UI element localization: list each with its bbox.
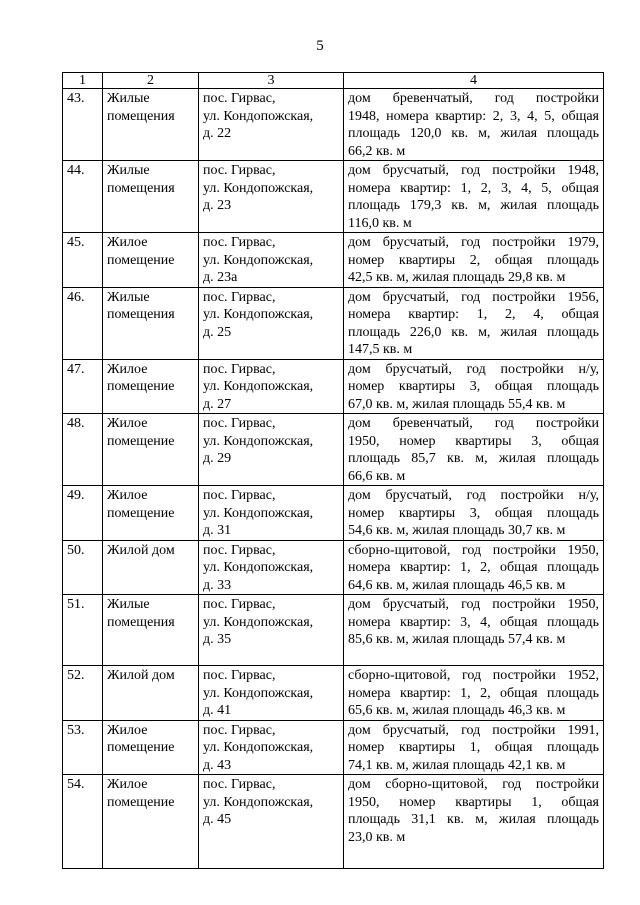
table-row — [63, 775, 604, 869]
table-row — [63, 287, 604, 359]
table-row — [63, 595, 604, 666]
object-type-line: помещения — [107, 614, 175, 630]
description-line: номера квартир: 1, 2, общая площадь — [348, 685, 599, 701]
description — [344, 595, 604, 666]
address-line: пос. Гирвас, — [203, 722, 276, 738]
description-line: дом бревенчатый, год постройки — [348, 91, 599, 106]
object-type — [103, 287, 199, 359]
description — [344, 287, 604, 359]
address-line: д. 29 — [203, 451, 232, 466]
object-type-line: Жилое — [107, 777, 148, 792]
object-type-line: Жилые — [107, 163, 150, 178]
description — [344, 89, 604, 161]
description-line: 23,0 кв. м — [348, 829, 406, 845]
address — [199, 89, 344, 161]
description-line: 66,2 кв. м — [348, 143, 406, 159]
address-line: ул. Кондопожская, — [203, 379, 314, 394]
description-line: площадь 179,3 кв. м, жилая площадь — [348, 198, 599, 213]
object-type-line: Жилой дом — [107, 542, 175, 558]
row-number: 46. — [63, 287, 103, 359]
housing-registry-table — [62, 72, 604, 869]
table-row — [63, 359, 604, 414]
description-line: 74,1 кв. м, жилая площадь 42,1 кв. м — [348, 757, 566, 773]
address-line: пос. Гирвас, — [203, 289, 276, 305]
description-line: дом сборно-щитовой, год постройки — [348, 777, 599, 792]
table-row — [63, 486, 604, 541]
address-line: д. 31 — [203, 523, 232, 538]
object-type-line: помещение — [107, 252, 175, 268]
address-line: д. 22 — [203, 126, 232, 141]
row-number: 53. — [63, 720, 103, 775]
description-line: 1950, номер квартиры 1, общая — [348, 794, 599, 810]
description-line: дом брусчатый, год постройки н/у, — [348, 361, 599, 377]
address-line: д. 23а — [203, 270, 238, 285]
address-line: пос. Гирвас, — [203, 777, 276, 792]
address-line: пос. Гирвас, — [203, 416, 276, 431]
description-line: сборно-щитовой, год постройки 1952, — [348, 668, 599, 683]
description-line: площадь 85,7 кв. м, жилая площадь — [348, 451, 599, 466]
description-line: номер квартиры 3, общая площадь — [348, 379, 599, 394]
description — [344, 486, 604, 541]
address-line: пос. Гирвас, — [203, 91, 276, 106]
column-header-3: 3 — [199, 73, 344, 89]
row-number: 50. — [63, 540, 103, 595]
address-line: д. 35 — [203, 632, 232, 647]
table-row — [63, 540, 604, 595]
description-line: 64,6 кв. м, жилая площадь 46,5 кв. м — [348, 577, 566, 593]
description — [344, 359, 604, 414]
address — [199, 775, 344, 869]
object-type — [103, 595, 199, 666]
address-line: ул. Кондопожская, — [203, 307, 314, 322]
description-line: номера квартир: 3, 4, общая площадь — [348, 614, 599, 630]
description-line: 116,0 кв. м — [348, 215, 412, 231]
header-row — [63, 73, 604, 89]
description-line: 42,5 кв. м, жилая площадь 29,8 кв. м — [348, 270, 566, 285]
description-line: номера квартир: 1, 2, 4, общая — [348, 307, 599, 322]
address-line: ул. Кондопожская, — [203, 433, 314, 449]
object-type-line: помещения — [107, 180, 175, 196]
description — [344, 720, 604, 775]
description-line: 1948, номера квартир: 2, 3, 4, 5, общая — [348, 108, 599, 124]
object-type — [103, 666, 199, 721]
description — [344, 233, 604, 288]
address — [199, 287, 344, 359]
row-number: 49. — [63, 486, 103, 541]
object-type-line: Жилой дом — [107, 668, 175, 683]
row-number: 44. — [63, 161, 103, 233]
object-type-line: помещение — [107, 433, 175, 449]
description-line: номер квартиры 1, общая площадь — [348, 740, 599, 755]
table-row — [63, 720, 604, 775]
description-line: номер квартиры 3, общая площадь — [348, 505, 599, 521]
address-line: пос. Гирвас, — [203, 597, 276, 612]
column-header-2: 2 — [103, 73, 199, 89]
description-line: площадь 120,0 кв. м, жилая площадь — [348, 126, 599, 141]
column-header-1: 1 — [63, 73, 103, 89]
address-line: ул. Кондопожская, — [203, 740, 314, 755]
description-line: 54,6 кв. м, жилая площадь 30,7 кв. м — [348, 523, 566, 538]
object-type-line: Жилое — [107, 235, 148, 250]
object-type — [103, 540, 199, 595]
description-line: дом брусчатый, год постройки н/у, — [348, 488, 599, 503]
address-line: пос. Гирвас, — [203, 542, 276, 558]
address — [199, 414, 344, 486]
row-number: 43. — [63, 89, 103, 161]
object-type-line: Жилое — [107, 416, 148, 431]
address-line: пос. Гирвас, — [203, 163, 276, 178]
address-line: ул. Кондопожская, — [203, 252, 314, 268]
description-line: номера квартир: 1, 2, общая площадь — [348, 560, 599, 575]
object-type-line: Жилые — [107, 597, 150, 612]
address-line: д. 33 — [203, 577, 232, 593]
description-line: площадь 31,1 кв. м, жилая площадь — [348, 812, 599, 827]
object-type — [103, 161, 199, 233]
description-line: дом брусчатый, год постройки 1950, — [348, 597, 599, 612]
object-type — [103, 486, 199, 541]
address-line: д. 25 — [203, 324, 232, 340]
description-line: сборно-щитовой, год постройки 1950, — [348, 542, 599, 558]
column-header-4: 4 — [344, 73, 604, 89]
address-line: ул. Кондопожская, — [203, 180, 314, 196]
object-type-line: Жилое — [107, 361, 148, 377]
description-line: дом брусчатый, год постройки 1979, — [348, 235, 599, 250]
address-line: пос. Гирвас, — [203, 235, 276, 250]
table-row — [63, 89, 604, 161]
description-line: 85,6 кв. м, жилая площадь 57,4 кв. м — [348, 632, 566, 647]
address — [199, 720, 344, 775]
address — [199, 161, 344, 233]
row-number: 45. — [63, 233, 103, 288]
object-type — [103, 233, 199, 288]
table-row — [63, 161, 604, 233]
object-type-line: помещения — [107, 307, 175, 322]
object-type-line: Жилое — [107, 488, 148, 503]
address-line: ул. Кондопожская, — [203, 794, 314, 810]
address — [199, 233, 344, 288]
address-line: д. 43 — [203, 757, 232, 773]
object-type — [103, 414, 199, 486]
object-type-line: помещение — [107, 740, 175, 755]
row-number: 52. — [63, 666, 103, 721]
address-line: пос. Гирвас, — [203, 488, 276, 503]
address-line: ул. Кондопожская, — [203, 108, 314, 124]
description-line: 147,5 кв. м — [348, 342, 413, 357]
address — [199, 666, 344, 721]
object-type — [103, 89, 199, 161]
row-number: 54. — [63, 775, 103, 869]
object-type — [103, 359, 199, 414]
object-type-line: помещение — [107, 379, 175, 394]
address-line: ул. Кондопожская, — [203, 505, 314, 521]
description-line: 66,6 кв. м — [348, 468, 406, 484]
description-line: 67,0 кв. м, жилая площадь 55,4 кв. м — [348, 396, 566, 412]
address — [199, 486, 344, 541]
row-number: 47. — [63, 359, 103, 414]
description-line: дом брусчатый, год постройки 1991, — [348, 722, 599, 738]
object-type-line: помещение — [107, 505, 175, 521]
description — [344, 666, 604, 721]
address — [199, 595, 344, 666]
address-line: пос. Гирвас, — [203, 668, 276, 683]
object-type-line: Жилое — [107, 722, 148, 738]
description — [344, 540, 604, 595]
object-type-line: Жилые — [107, 91, 150, 106]
description-line: дом бревенчатый, год постройки — [348, 416, 599, 431]
row-number: 48. — [63, 414, 103, 486]
address-line: д. 23 — [203, 198, 232, 213]
description-line: номер квартиры 2, общая площадь — [348, 252, 599, 268]
table-row — [63, 233, 604, 288]
address-line: ул. Кондопожская, — [203, 685, 314, 701]
address — [199, 359, 344, 414]
object-type-line: Жилые — [107, 289, 150, 305]
row-number: 51. — [63, 595, 103, 666]
object-type — [103, 775, 199, 869]
address-line: пос. Гирвас, — [203, 361, 276, 377]
address-line: д. 27 — [203, 396, 232, 412]
address-line: д. 45 — [203, 812, 232, 827]
table-row — [63, 414, 604, 486]
description — [344, 161, 604, 233]
page-number: 5 — [316, 38, 324, 54]
address-line: д. 41 — [203, 703, 232, 718]
object-type-line: помещение — [107, 794, 175, 810]
description-line: номера квартир: 1, 2, 3, 4, 5, общая — [348, 180, 599, 196]
table-row — [63, 666, 604, 721]
address-line: ул. Кондопожская, — [203, 560, 314, 575]
object-type — [103, 720, 199, 775]
address-line: ул. Кондопожская, — [203, 614, 314, 630]
description-line: площадь 226,0 кв. м, жилая площадь — [348, 324, 599, 340]
description-line: дом брусчатый, год постройки 1956, — [348, 289, 599, 305]
description — [344, 775, 604, 869]
description — [344, 414, 604, 486]
description-line: 65,6 кв. м, жилая площадь 46,3 кв. м — [348, 703, 566, 718]
description-line: дом брусчатый, год постройки 1948, — [348, 163, 599, 178]
description-line: 1950, номер квартиры 3, общая — [348, 433, 599, 449]
address — [199, 540, 344, 595]
object-type-line: помещения — [107, 108, 175, 124]
